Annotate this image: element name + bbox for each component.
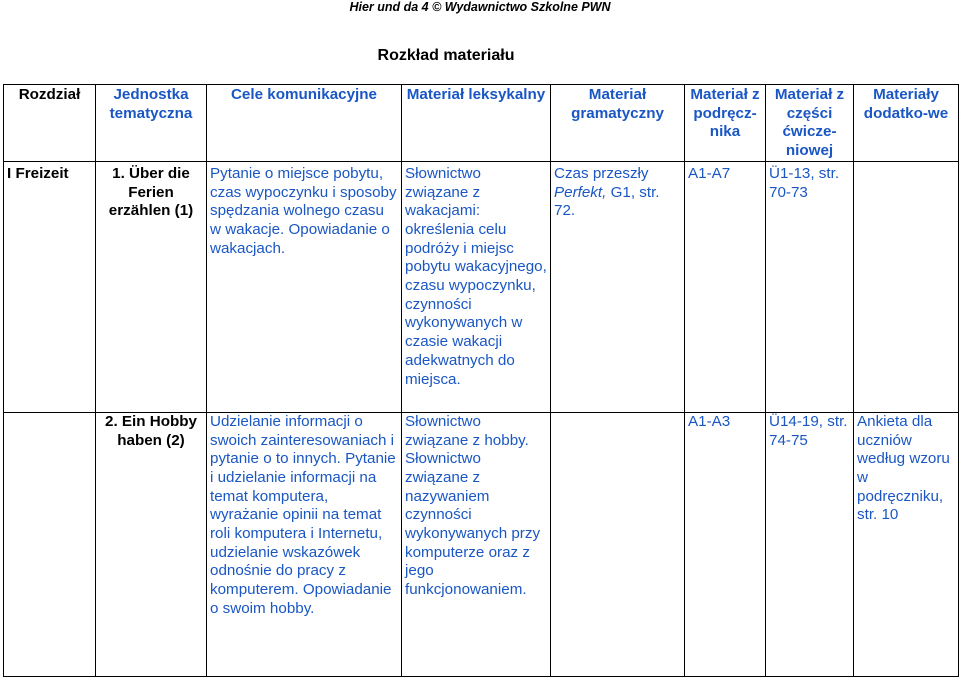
cell-leksykalny: Słownictwo związane z wakacjami: określenia celu podróży i miejsc pobytu wakacyjnego, czasu wypoczynku, czynności wykonywanych w czasie wakacji adekwatnych do miejsca. xyxy=(402,161,551,412)
header-rozdzial: Rozdział xyxy=(4,85,96,162)
grammar-text: Czas przeszły xyxy=(554,164,649,182)
cell-rozdzial: I Freizeit xyxy=(4,161,96,412)
table-row xyxy=(4,412,959,676)
cell-cwiczenia: Ü1-13, str. 70-73 xyxy=(766,161,854,412)
table-header-row xyxy=(4,85,959,162)
header-cele: Cele komunikacyjne xyxy=(207,85,402,162)
cell-dodatkowe: Ankieta dla uczniów według wzoru w podręczniku, str. 10 xyxy=(854,412,959,676)
plan-table xyxy=(3,84,959,677)
header-gramatyczny: Materiał gramatyczny xyxy=(551,85,685,162)
cell-gramatyczny xyxy=(551,161,685,412)
page-title: Rozkład materiału xyxy=(377,47,515,64)
cell-cwiczenia: Ü14-19, str. 74-75 xyxy=(766,412,854,676)
header-leksykalny: Materiał leksykalny xyxy=(402,85,551,162)
grammar-tense: Perfekt, xyxy=(554,183,607,201)
header-dodatkowe: Materiały dodatko-we xyxy=(854,85,959,162)
cell-cele: Udzielanie informacji o swoich zainteresowaniach i pytanie o to innych. Pytanie i udzielanie informacji na temat komputera, wyrażanie opinii na temat roli komputera i Internetu, udzielanie wskazówek odnośnie do pracy z komputerem. Opowiadanie o swoim hobby. xyxy=(207,412,402,676)
table-row xyxy=(4,161,959,412)
cell-cele: Pytanie o miejsce pobytu, czas wypoczynku i sposoby spędzania wolnego czasu w wakacje. Opowiadanie o wakacjach. xyxy=(207,161,402,412)
cell-jednostka: 1. Über die Ferien erzählen (1) xyxy=(96,161,207,412)
series-header: Hier und da 4 © Wydawnictwo Szkolne PWN xyxy=(349,0,611,14)
cell-dodatkowe xyxy=(854,161,959,412)
header-jednostka: Jednostka tematyczna xyxy=(96,85,207,162)
header-podrecznik: Materiał z podręcz-nika xyxy=(685,85,766,162)
cell-podrecznik: A1-A7 xyxy=(685,161,766,412)
cell-podrecznik: A1-A3 xyxy=(685,412,766,676)
grammar-ref: G1, str. 72. xyxy=(554,183,660,220)
cell-leksykalny: Słownictwo związane z hobby. Słownictwo związane z nazywaniem czynności wykonywanych przy komputerze oraz z jego funkcjonowaniem. xyxy=(402,412,551,676)
cell-gramatyczny xyxy=(551,412,685,676)
cell-rozdzial xyxy=(4,412,96,676)
cell-jednostka: 2. Ein Hobby haben (2) xyxy=(96,412,207,676)
header-cwiczenia: Materiał z części ćwicze-niowej xyxy=(766,85,854,162)
